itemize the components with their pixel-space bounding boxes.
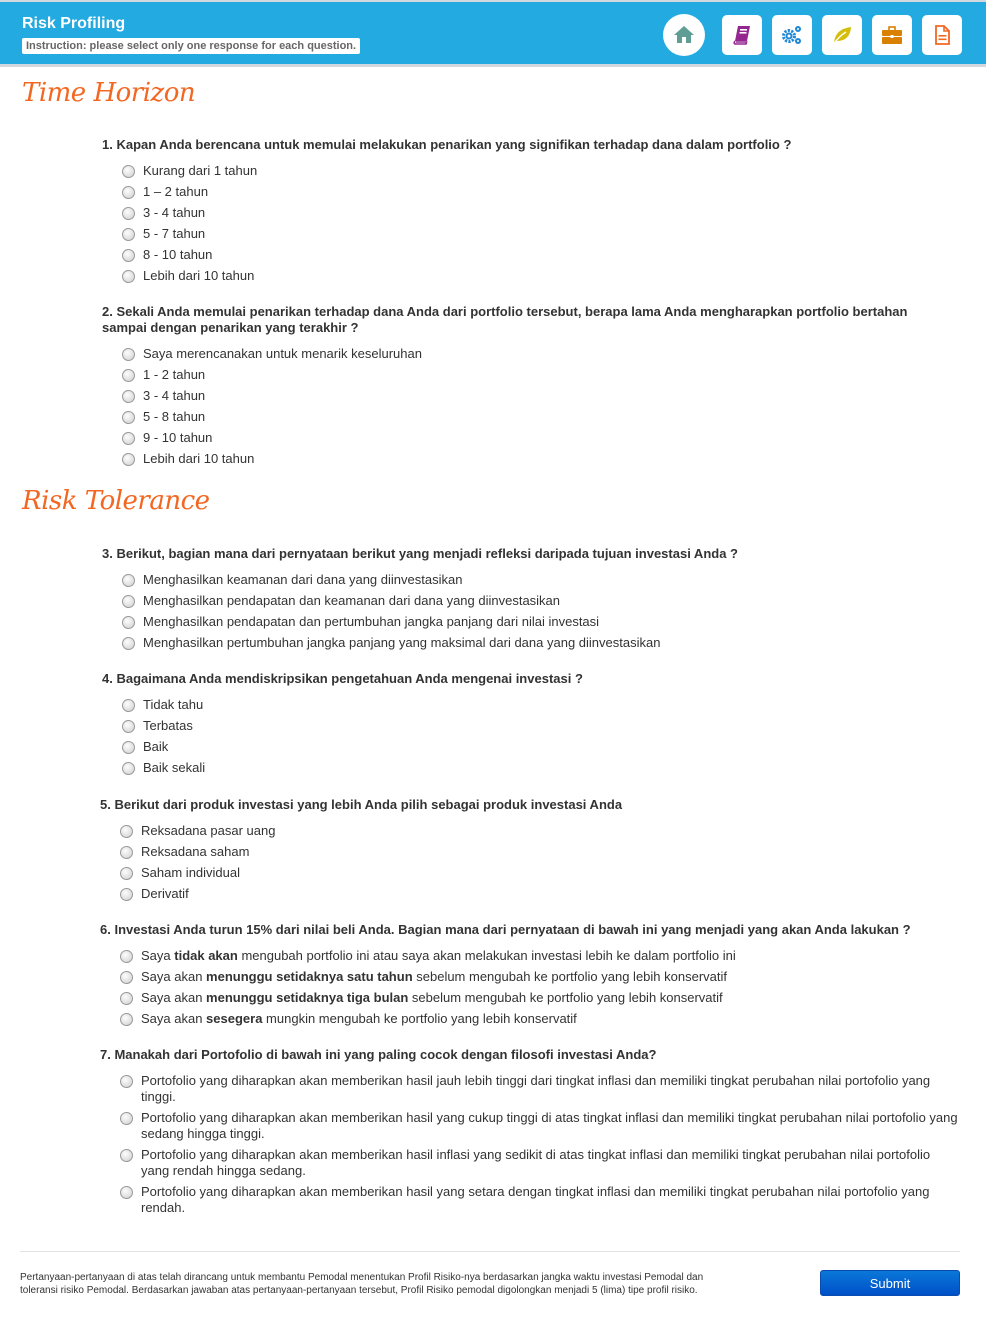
radio-button[interactable]	[122, 616, 135, 629]
option-label: Portofolio yang diharapkan akan memberikan hasil jauh lebih tinggi dari tingkat inflasi dan memiliki tingkat perubahan nilai portofolio yang tinggi.	[141, 1073, 931, 1104]
option-label: 1 – 2 tahun	[143, 184, 209, 199]
radio-button[interactable]	[122, 369, 135, 382]
option-label: Reksadana pasar uang	[141, 823, 276, 838]
radio-button[interactable]	[120, 1186, 133, 1199]
question-5-option[interactable]	[120, 886, 940, 902]
settings-button[interactable]	[772, 15, 812, 55]
question-3-option[interactable]	[122, 614, 942, 630]
home-button[interactable]	[663, 14, 705, 56]
option-label-text: Saya akan	[141, 990, 207, 1005]
option-label: Reksadana saham	[141, 844, 250, 859]
option-label: Terbatas	[143, 718, 193, 733]
radio-button[interactable]	[122, 432, 135, 445]
option-label-emphasis: tidak akan	[174, 948, 238, 963]
leaf-icon	[830, 23, 854, 47]
header-bar	[0, 2, 986, 64]
question-4-option[interactable]	[122, 718, 942, 734]
option-label-emphasis: menunggu setidaknya tiga bulan	[206, 990, 409, 1005]
question-5-option[interactable]	[120, 865, 940, 881]
option-label: Derivatif	[141, 886, 189, 901]
radio-button[interactable]	[120, 1112, 133, 1125]
option-label: Saham individual	[141, 865, 241, 880]
question-2-option[interactable]	[122, 388, 942, 404]
book-button[interactable]	[722, 15, 762, 55]
option-label: 8 - 10 tahun	[143, 247, 213, 262]
option-label: Menghasilkan pertumbuhan jangka panjang yang maksimal dari dana yang diinvestasikan	[143, 635, 661, 650]
question-5-option[interactable]	[120, 844, 940, 860]
question-7-option[interactable]	[120, 1110, 960, 1142]
option-label: Lebih dari 10 tahun	[143, 268, 255, 283]
radio-button[interactable]	[122, 720, 135, 733]
question-4-option[interactable]	[122, 739, 942, 755]
question-2-option[interactable]	[122, 346, 942, 362]
radio-button[interactable]	[120, 992, 133, 1005]
option-label-text: Saya akan	[141, 1011, 207, 1026]
radio-button[interactable]	[122, 270, 135, 283]
option-label	[141, 1011, 577, 1027]
question-4-option[interactable]	[122, 697, 942, 713]
question-4-option[interactable]	[122, 760, 942, 776]
option-label-text: Saya akan	[141, 969, 207, 984]
radio-button[interactable]	[122, 453, 135, 466]
radio-button[interactable]	[122, 762, 135, 775]
radio-button[interactable]	[122, 165, 135, 178]
submit-button[interactable]: Submit	[820, 1270, 960, 1296]
option-label-emphasis: menunggu setidaknya satu tahun	[206, 969, 413, 984]
option-label	[141, 948, 736, 964]
radio-button[interactable]	[120, 1149, 133, 1162]
document-icon	[930, 23, 954, 47]
radio-button[interactable]	[120, 1075, 133, 1088]
question-7-option[interactable]	[120, 1073, 960, 1105]
question-5: 5. Berikut dari produk investasi yang lebih Anda pilih sebagai produk investasi Anda	[100, 797, 623, 812]
footer-divider	[20, 1251, 960, 1252]
option-label: Tidak tahu	[143, 697, 204, 712]
question-7-option[interactable]	[120, 1147, 960, 1179]
option-label-text: mungkin mengubah ke portfolio yang lebih konservatif	[262, 1011, 577, 1026]
radio-button[interactable]	[120, 971, 133, 984]
question-6-option[interactable]	[120, 948, 960, 964]
question-1-option[interactable]	[122, 268, 942, 284]
radio-button[interactable]	[122, 637, 135, 650]
app-title: Risk Profiling	[22, 15, 126, 32]
option-label: Kurang dari 1 tahun	[143, 163, 258, 178]
question-1-option[interactable]	[122, 184, 942, 200]
option-label	[141, 969, 727, 985]
radio-button[interactable]	[122, 699, 135, 712]
question-5-option[interactable]	[120, 823, 940, 839]
header-divider	[0, 64, 986, 67]
option-label: 3 - 4 tahun	[143, 205, 206, 220]
question-2-option[interactable]	[122, 451, 942, 467]
question-3-option[interactable]	[122, 593, 942, 609]
briefcase-icon	[880, 23, 904, 47]
question-1-option[interactable]	[122, 226, 942, 242]
question-1-option[interactable]	[122, 205, 942, 221]
option-label: 3 - 4 tahun	[143, 388, 206, 403]
section-title-risk-tolerance: Risk Tolerance	[22, 486, 210, 516]
option-label-emphasis: sesegera	[206, 1011, 263, 1026]
question-6: 6. Investasi Anda turun 15% dari nilai beli Anda. Bagian mana dari pernyataan di bawah ini yang menjadi yang akan Anda lakukan ?	[100, 922, 911, 937]
question-3-option[interactable]	[122, 572, 942, 588]
question-7-option[interactable]	[120, 1184, 960, 1216]
question-7: 7. Manakah dari Portofolio di bawah ini yang paling cocok dengan filosofi investasi Anda?	[100, 1047, 657, 1062]
option-label: Baik sekali	[143, 760, 206, 775]
option-label: Lebih dari 10 tahun	[143, 451, 255, 466]
option-label: 1 - 2 tahun	[143, 367, 206, 382]
option-label: Portofolio yang diharapkan akan memberikan hasil inflasi yang sedikit di atas tingkat inflasi dan memiliki tingkat perubahan nilai portofolio yang rendah hingga sedang.	[141, 1147, 931, 1178]
radio-button[interactable]	[122, 411, 135, 424]
question-2: 2. Sekali Anda memulai penarikan terhadap dana Anda dari portfolio tersebut, berapa lama Anda mengharapkan portfolio bertahan sampai dengan penarikan yang terakhir ?	[102, 304, 908, 335]
radio-button[interactable]	[120, 888, 133, 901]
footer-note: Pertanyaan-pertanyaan di atas telah dirancang untuk membantu Pemodal menentukan Profil Risiko-nya berdasarkan jangka waktu investasi Pemodal dan toleransi risiko Pemodal. Berdasarkan jawaban atas pertanyaan-pertanyaan tersebut, Profil Risiko pemodal digolongkan menjadi 5 (lima) tipe profil risiko.	[20, 1272, 704, 1296]
option-label: Menghasilkan pendapatan dan keamanan dari dana yang diinvestasikan	[143, 593, 561, 608]
leaf-button[interactable]	[822, 15, 862, 55]
question-3: 3. Berikut, bagian mana dari pernyataan berikut yang menjadi refleksi daripada tujuan investasi Anda ?	[102, 546, 738, 561]
question-6-option[interactable]	[120, 969, 960, 985]
radio-button[interactable]	[120, 867, 133, 880]
section-title-time-horizon: Time Horizon	[22, 78, 196, 108]
option-label: Portofolio yang diharapkan akan memberikan hasil yang cukup tinggi di atas tingkat inflasi dan memiliki tingkat perubahan nilai portofolio yang sedang hingga tinggi.	[141, 1110, 958, 1141]
report-button[interactable]	[922, 15, 962, 55]
radio-button[interactable]	[122, 390, 135, 403]
radio-button[interactable]	[122, 348, 135, 361]
instruction-badge: Instruction: please select only one response for each question.	[22, 38, 360, 54]
question-1-option[interactable]	[122, 247, 942, 263]
option-label: Portofolio yang diharapkan akan memberikan hasil yang setara dengan tingkat inflasi dan memiliki tingkat perubahan nilai portofolio yang rendah.	[141, 1184, 930, 1215]
option-label: 9 - 10 tahun	[143, 430, 213, 445]
radio-button[interactable]	[120, 1013, 133, 1026]
option-label: 5 - 8 tahun	[143, 409, 206, 424]
radio-button[interactable]	[122, 228, 135, 241]
question-3-option[interactable]	[122, 635, 942, 651]
home-icon	[672, 23, 696, 47]
option-label: Menghasilkan keamanan dari dana yang diinvestasikan	[143, 572, 463, 587]
book-icon	[730, 23, 754, 47]
option-label: Baik	[143, 739, 169, 754]
radio-button[interactable]	[122, 249, 135, 262]
radio-button[interactable]	[120, 825, 133, 838]
option-label	[141, 990, 723, 1006]
option-label-text: sebelum mengubah ke portfolio yang lebih konservatif	[412, 969, 727, 984]
option-label: 5 - 7 tahun	[143, 226, 206, 241]
gears-icon	[780, 23, 804, 47]
radio-button[interactable]	[122, 574, 135, 587]
question-2-option[interactable]	[122, 367, 942, 383]
radio-button[interactable]	[120, 846, 133, 859]
question-2-option[interactable]	[122, 409, 942, 425]
radio-button[interactable]	[122, 741, 135, 754]
question-1: 1. Kapan Anda berencana untuk memulai melakukan penarikan yang signifikan terhadap dana dalam portfolio ?	[102, 137, 792, 152]
question-6-option[interactable]	[120, 1011, 960, 1027]
portfolio-button[interactable]	[872, 15, 912, 55]
option-label: Saya merencanakan untuk menarik keseluruhan	[143, 346, 422, 361]
question-1-option[interactable]	[122, 163, 942, 179]
question-2-option[interactable]	[122, 430, 942, 446]
question-4: 4. Bagaimana Anda mendiskripsikan pengetahuan Anda mengenai investasi ?	[102, 671, 583, 686]
option-label-text: mengubah portfolio ini atau saya akan melakukan investasi lebih ke dalam portfolio ini	[237, 948, 736, 963]
option-label-text: Saya	[141, 948, 175, 963]
radio-button[interactable]	[122, 207, 135, 220]
question-6-option[interactable]	[120, 990, 960, 1006]
radio-button[interactable]	[122, 186, 135, 199]
option-label-text: sebelum mengubah ke portfolio yang lebih konservatif	[408, 990, 723, 1005]
radio-button[interactable]	[122, 595, 135, 608]
option-label: Menghasilkan pendapatan dan pertumbuhan jangka panjang dari nilai investasi	[143, 614, 600, 629]
radio-button[interactable]	[120, 950, 133, 963]
